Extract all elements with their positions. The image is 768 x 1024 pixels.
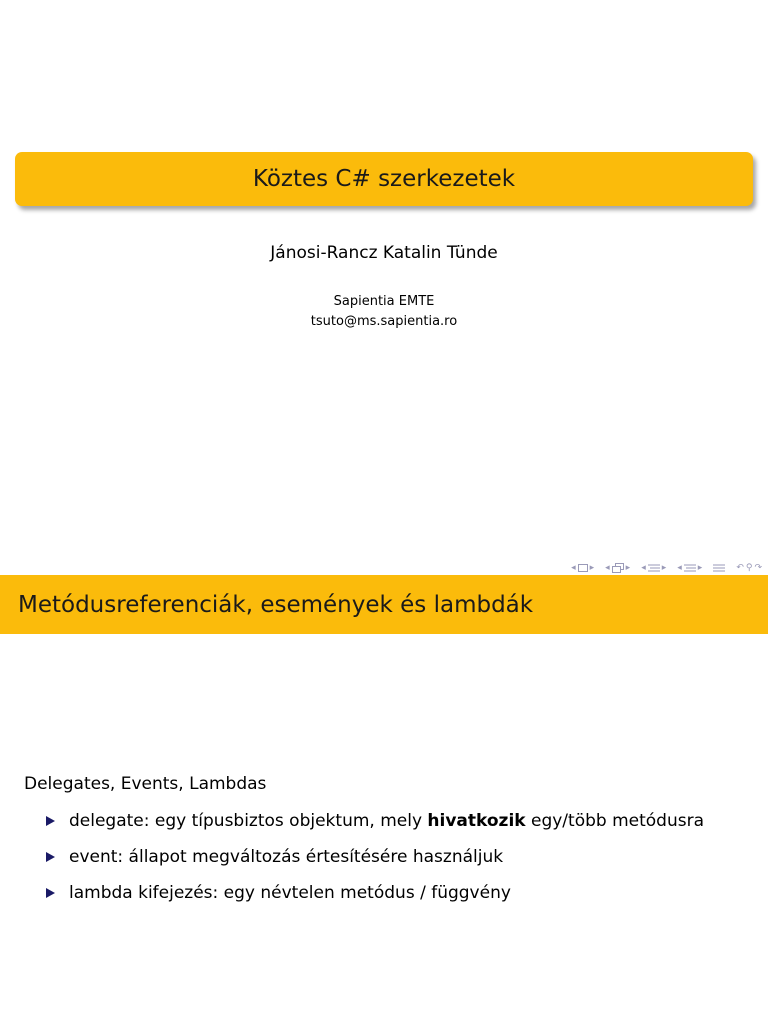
subsection-icon[interactable] (648, 563, 660, 573)
block-heading: Delegates, Events, Lambdas (24, 774, 267, 794)
bullet-triangle-icon (46, 888, 55, 898)
section-nav-group (641, 563, 666, 573)
undo-icon[interactable]: ↶ (736, 563, 744, 573)
list-item (44, 807, 744, 835)
appendix-nav-group (713, 563, 725, 573)
presentation-title: Köztes C# szerkezetek (15, 152, 753, 206)
search-icon[interactable]: ⚲ (745, 563, 753, 573)
nav-prev-icon[interactable]: ◂ (605, 563, 610, 573)
author-name: Jánosi-Rancz Katalin Tünde (270, 243, 498, 263)
nav-next-icon[interactable]: ▸ (625, 563, 631, 573)
frame-icon[interactable] (578, 564, 588, 572)
institution-block (0, 292, 768, 332)
beamer-navigation-bar (563, 560, 762, 576)
tools-nav-group (736, 563, 762, 573)
frame-title: Metódusreferenciák, események és lambdák (0, 575, 768, 634)
nav-prev-icon[interactable]: ◂ (677, 563, 682, 573)
bullet-text: lambda kifejezés: egy névtelen metódus / függvény (69, 883, 511, 903)
bullet-triangle-icon (46, 816, 55, 826)
bullet-triangle-icon (46, 852, 55, 862)
subsection-nav-group (605, 563, 630, 573)
frame-nav-group (571, 563, 594, 573)
bullet-text: egy/több metódusra (525, 811, 705, 831)
bullet-list (44, 807, 744, 915)
document-nav-group (677, 563, 702, 573)
document-icon[interactable] (713, 563, 725, 573)
section-icon[interactable] (684, 563, 696, 573)
list-item (44, 879, 744, 907)
nav-prev-icon[interactable]: ◂ (571, 563, 576, 573)
nav-next-icon[interactable]: ▸ (697, 563, 703, 573)
bullet-bold-text: hivatkozik (427, 811, 526, 831)
author-email: tsuto@ms.sapientia.ro (310, 314, 458, 329)
nav-next-icon[interactable]: ▸ (661, 563, 667, 573)
redo-icon[interactable]: ↷ (754, 563, 762, 573)
bullet-text: event: állapot megváltozás értesítésére használjuk (69, 847, 504, 867)
bullet-text: delegate: egy típusbiztos objektum, mely (69, 811, 428, 831)
content-slide (0, 575, 768, 1024)
nav-next-icon[interactable]: ▸ (589, 563, 595, 573)
list-item (44, 843, 744, 871)
nav-prev-icon[interactable]: ◂ (641, 563, 646, 573)
institution-name: Sapientia EMTE (333, 294, 435, 309)
frames-icon[interactable] (612, 563, 624, 573)
